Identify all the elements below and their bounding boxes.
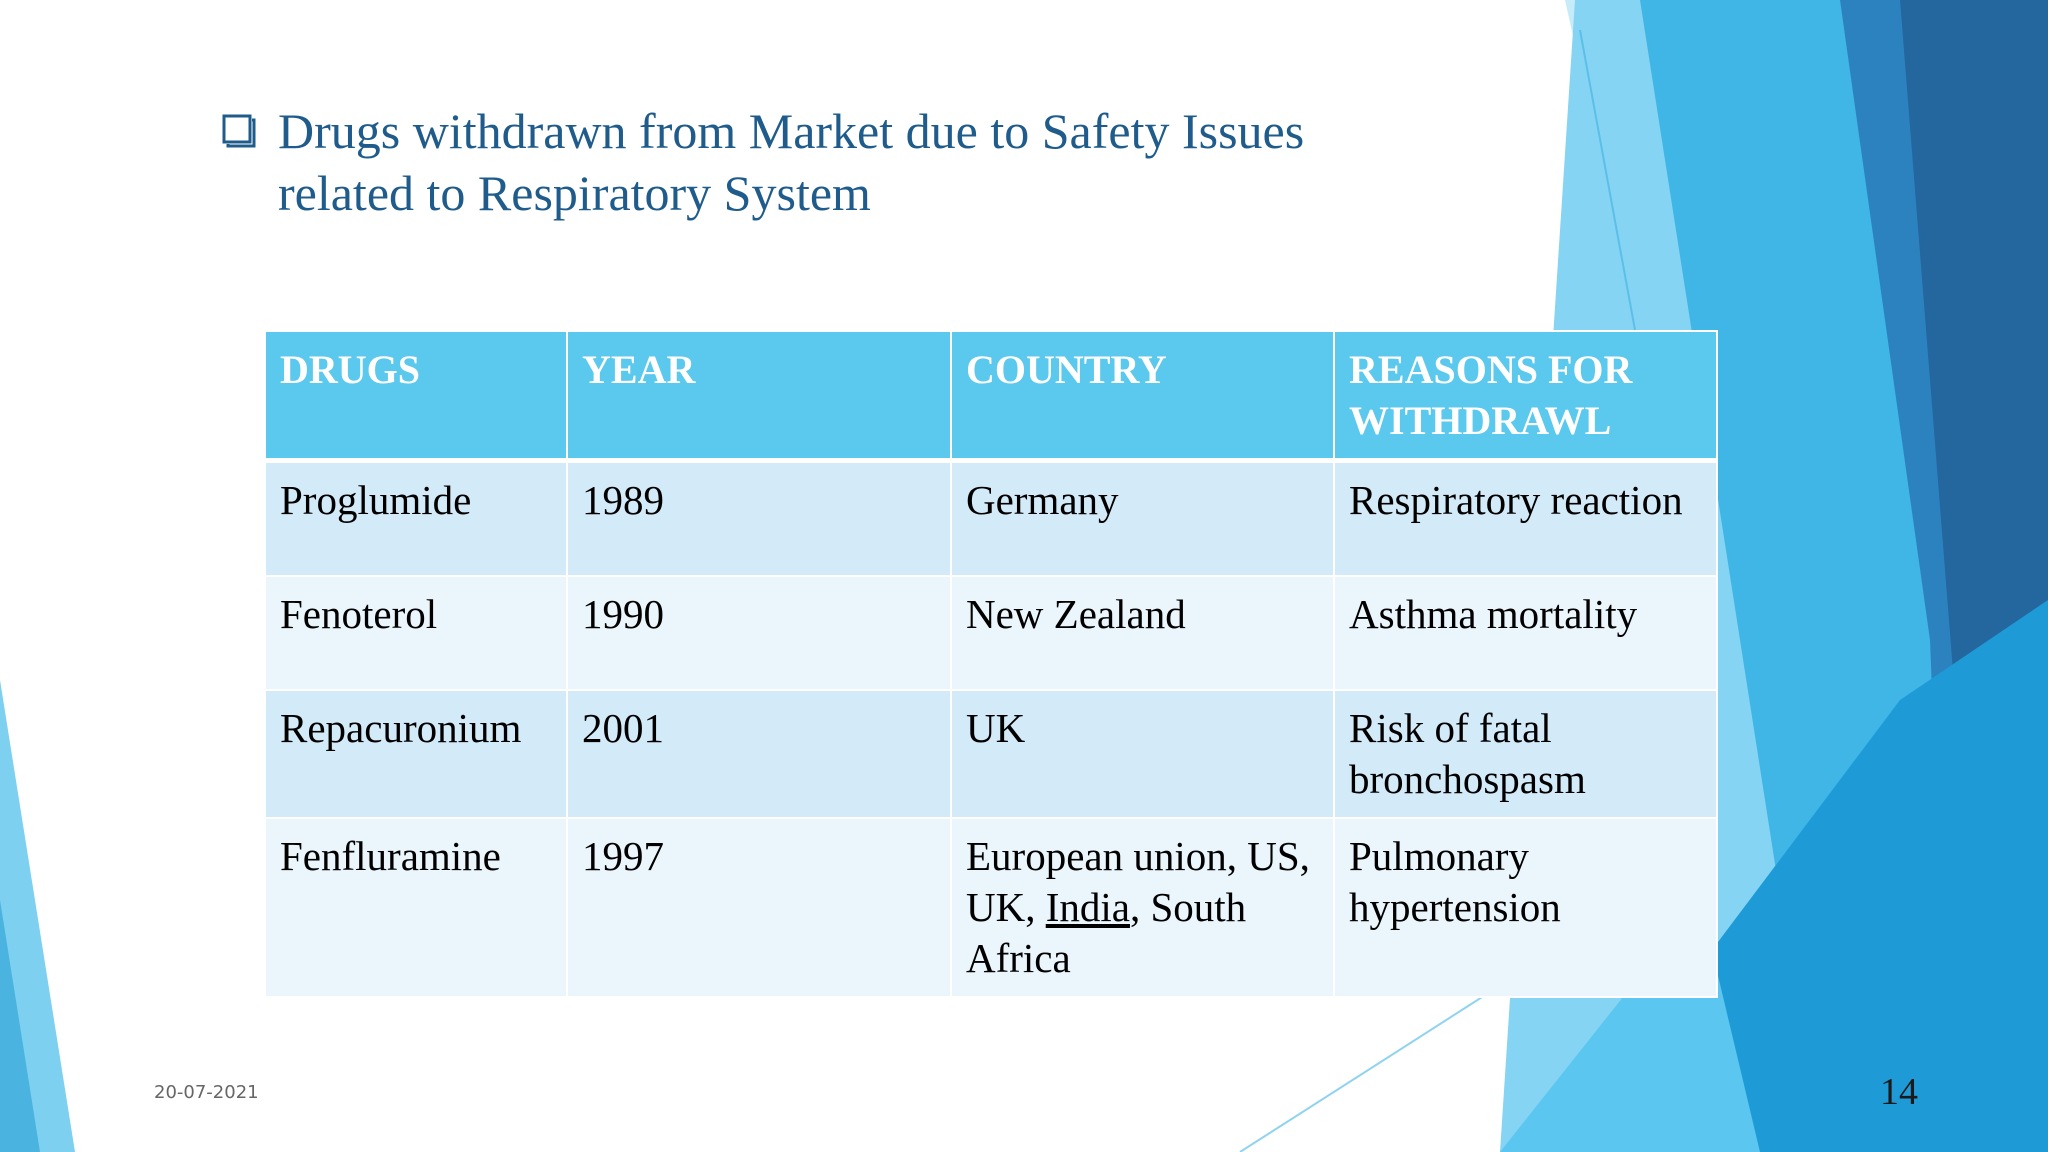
cell-year: 1990 [567,576,951,690]
header-reasons: REASONS FOR WITHDRAWL [1334,331,1717,461]
cell-reason: Risk of fatal bronchospasm [1334,690,1717,818]
country-text-part: European union, US, UK, [966,833,1310,930]
table-row [265,818,1717,997]
title-line-1: Drugs withdrawn from Market due to Safety Issues [278,103,1305,159]
country-text-part: , South Africa [966,884,1247,981]
cell-reason: Pulmonary hypertension [1334,818,1717,997]
cell-country: UK [951,690,1334,818]
table-row [265,576,1717,690]
slide-title [222,100,1402,224]
cell-year: 1989 [567,461,951,577]
cell-year: 1997 [567,818,951,997]
cell-reason: Asthma mortality [1334,576,1717,690]
cell-country [951,818,1334,997]
table-header-row [265,331,1717,461]
page-number: 14 [1880,1071,1918,1113]
hollow-square-bullet-icon [222,114,256,148]
cell-year: 2001 [567,690,951,818]
header-country: COUNTRY [951,331,1334,461]
header-drugs: DRUGS [265,331,567,461]
cell-reason: Respiratory reaction [1334,461,1717,577]
footer-date: 20-07-2021 [154,1082,259,1103]
cell-drug: Fenoterol [265,576,567,690]
cell-drug: Proglumide [265,461,567,577]
table-row [265,461,1717,577]
table-row [265,690,1717,818]
title-line-2: related to Respiratory System [278,165,871,221]
country-india-link-text: India [1045,884,1130,930]
cell-drug: Fenfluramine [265,818,567,997]
cell-country: New Zealand [951,576,1334,690]
withdrawn-drugs-table [264,330,1718,998]
header-year: YEAR [567,331,951,461]
cell-drug: Repacuronium [265,690,567,818]
cell-country: Germany [951,461,1334,577]
